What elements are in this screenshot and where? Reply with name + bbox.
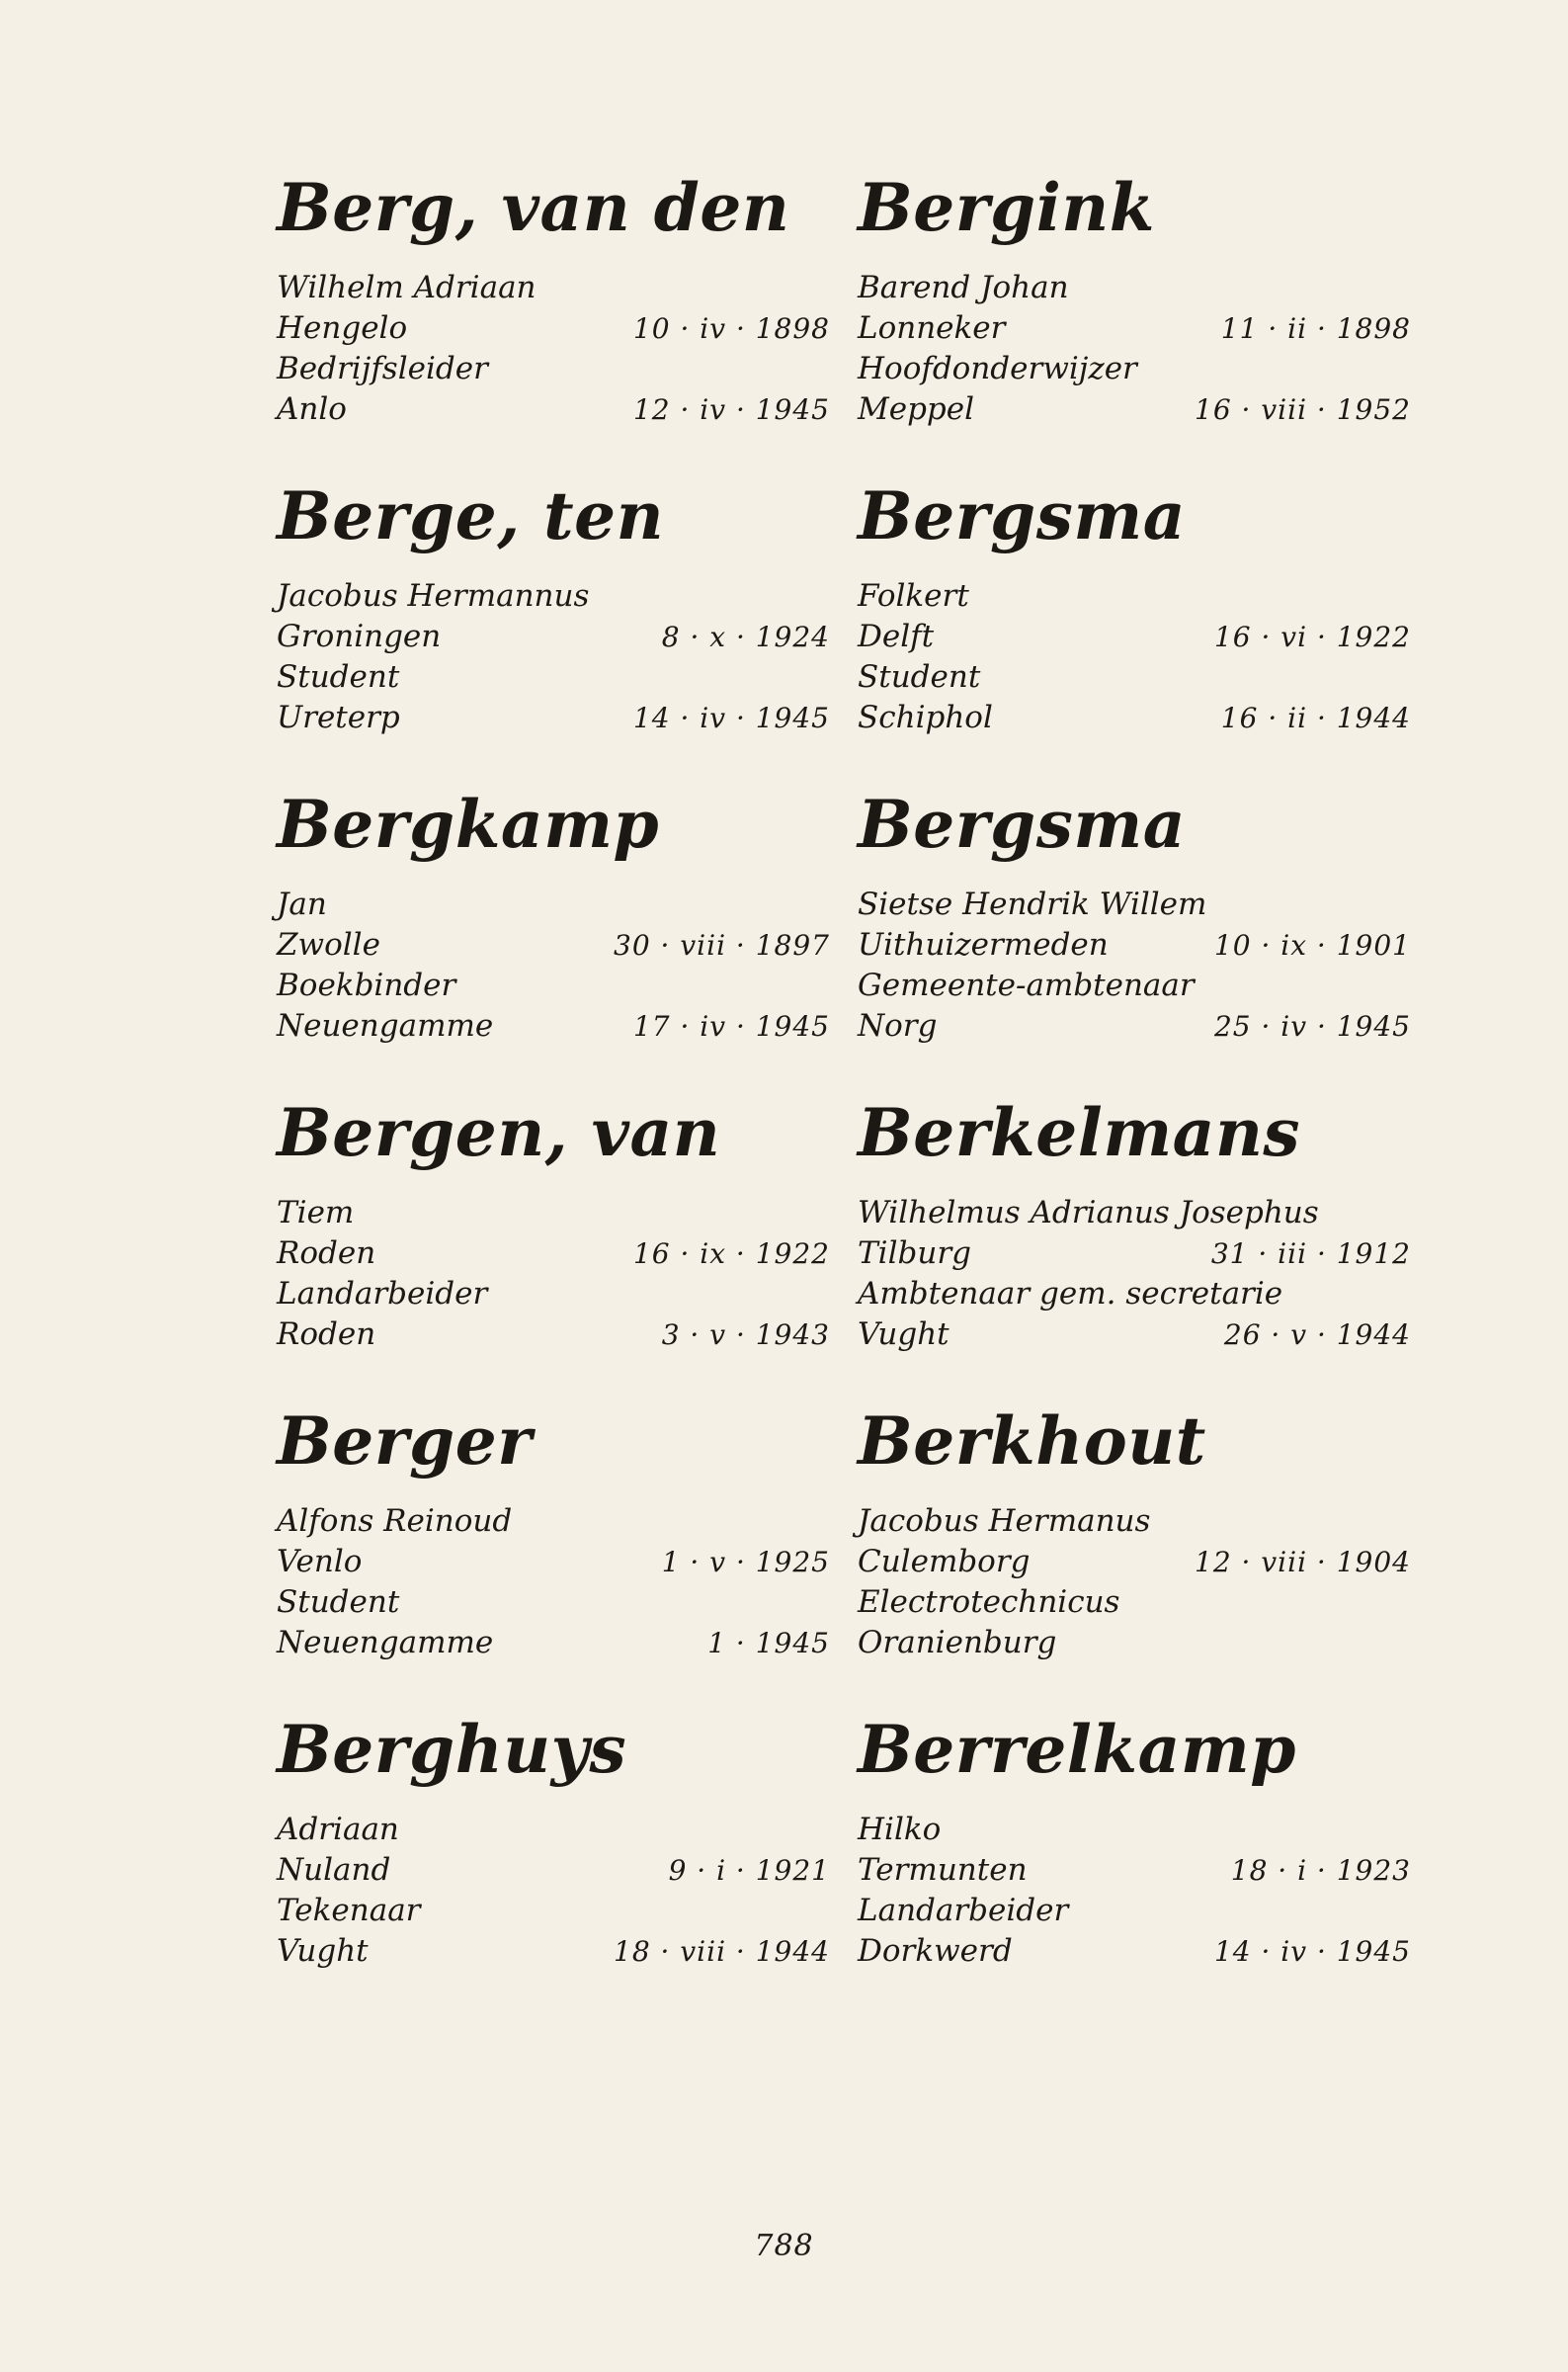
birth-place: Lonneker xyxy=(858,310,1006,346)
birth-line xyxy=(858,925,1411,966)
birth-date: 30 · viii · 1897 xyxy=(614,929,830,962)
occupation: Ambtenaar gem. secretarie xyxy=(858,1276,1283,1312)
birth-place: Zwolle xyxy=(277,927,380,963)
death-line xyxy=(858,1006,1411,1047)
birth-place: Groningen xyxy=(277,619,442,654)
death-date: 26 · v · 1944 xyxy=(1223,1318,1411,1351)
occupation-line xyxy=(277,1274,830,1314)
death-place: Dorkwerd xyxy=(858,1933,1013,1969)
birth-line xyxy=(858,308,1411,349)
birth-line xyxy=(277,925,830,966)
surname: Berger xyxy=(277,1402,533,1480)
birth-line xyxy=(277,1542,830,1582)
surname: Berkelmans xyxy=(858,1094,1301,1171)
first-names-line xyxy=(277,1193,830,1233)
surname: Bergink xyxy=(858,169,1155,246)
first-names-line xyxy=(277,268,830,308)
occupation-line xyxy=(858,349,1411,389)
birth-place: Delft xyxy=(858,619,935,654)
surname: Bergen, van xyxy=(277,1094,721,1171)
birth-date: 1 · v · 1925 xyxy=(661,1546,830,1578)
death-place: Norg xyxy=(858,1008,938,1044)
entry-left-6 xyxy=(277,1705,830,2013)
first-names-line xyxy=(277,1810,830,1850)
death-date: 16 · viii · 1952 xyxy=(1195,393,1411,426)
surname: Bergsma xyxy=(858,786,1186,863)
birth-place: Culemborg xyxy=(858,1544,1031,1579)
right-column xyxy=(858,163,1411,2013)
first-names: Adriaan xyxy=(277,1812,399,1847)
death-place: Neuengamme xyxy=(277,1625,494,1660)
surname: Berkhout xyxy=(858,1402,1206,1480)
occupation: Student xyxy=(277,659,400,695)
death-place: Vught xyxy=(858,1316,949,1352)
occupation-line xyxy=(277,349,830,389)
occupation-line xyxy=(858,966,1411,1006)
entry-left-5 xyxy=(277,1397,830,1705)
first-names: Jacobus Hermanus xyxy=(858,1503,1151,1539)
death-line xyxy=(858,698,1411,738)
entry-right-1 xyxy=(858,163,1411,471)
entry-right-3 xyxy=(858,780,1411,1088)
birth-date: 18 · i · 1923 xyxy=(1230,1854,1411,1887)
first-names: Jacobus Hermannus xyxy=(277,578,590,614)
death-date: 16 · ii · 1944 xyxy=(1220,702,1411,734)
first-names-line xyxy=(858,1501,1411,1542)
first-names-line xyxy=(858,1193,1411,1233)
birth-place: Termunten xyxy=(858,1852,1028,1888)
birth-date: 8 · x · 1924 xyxy=(661,621,830,653)
first-names: Wilhelm Adriaan xyxy=(277,270,536,305)
first-names: Hilko xyxy=(858,1812,942,1847)
entry-right-2 xyxy=(858,471,1411,780)
occupation-line xyxy=(277,966,830,1006)
surname: Berg, van den xyxy=(277,169,790,246)
first-names: Sietse Hendrik Willem xyxy=(858,887,1207,922)
surname: Berrelkamp xyxy=(858,1711,1296,1788)
first-names-line xyxy=(858,1810,1411,1850)
first-names: Wilhelmus Adrianus Josephus xyxy=(858,1195,1319,1230)
birth-place: Roden xyxy=(277,1235,376,1271)
occupation-line xyxy=(277,1582,830,1623)
birth-place: Hengelo xyxy=(277,310,408,346)
occupation-line xyxy=(858,1582,1411,1623)
occupation-line xyxy=(277,1891,830,1931)
birth-place: Nuland xyxy=(277,1852,391,1888)
entry-left-4 xyxy=(277,1088,830,1397)
birth-date: 11 · ii · 1898 xyxy=(1220,312,1411,345)
surname: Bergkamp xyxy=(277,786,660,863)
first-names: Barend Johan xyxy=(858,270,1069,305)
occupation: Student xyxy=(858,659,981,695)
death-line xyxy=(277,1931,830,1972)
birth-date: 10 · iv · 1898 xyxy=(632,312,830,345)
death-line xyxy=(858,389,1411,430)
occupation-line xyxy=(277,657,830,698)
occupation: Boekbinder xyxy=(277,968,456,1003)
birth-place: Uithuizermeden xyxy=(858,927,1109,963)
first-names-line xyxy=(858,268,1411,308)
occupation: Landarbeider xyxy=(277,1276,488,1312)
occupation-line xyxy=(858,1274,1411,1314)
death-line xyxy=(277,389,830,430)
birth-line xyxy=(277,1233,830,1274)
death-line xyxy=(277,1314,830,1355)
first-names: Folkert xyxy=(858,578,969,614)
death-date: 3 · v · 1943 xyxy=(661,1318,830,1351)
death-date: 14 · iv · 1945 xyxy=(1213,1935,1411,1968)
entry-right-6 xyxy=(858,1705,1411,2013)
death-line xyxy=(277,698,830,738)
birth-date: 16 · ix · 1922 xyxy=(632,1237,830,1270)
death-line xyxy=(858,1931,1411,1972)
occupation: Tekenaar xyxy=(277,1893,421,1928)
death-line xyxy=(858,1314,1411,1355)
birth-line xyxy=(277,617,830,657)
entry-left-3 xyxy=(277,780,830,1088)
occupation: Student xyxy=(277,1584,400,1620)
birth-line xyxy=(277,1850,830,1891)
death-date: 14 · iv · 1945 xyxy=(632,702,830,734)
page-number: 788 xyxy=(754,2229,814,2263)
first-names-line xyxy=(858,885,1411,925)
death-place: Ureterp xyxy=(277,700,400,735)
death-place: Meppel xyxy=(858,391,975,427)
occupation: Landarbeider xyxy=(858,1893,1069,1928)
occupation-line xyxy=(858,657,1411,698)
death-place: Neuengamme xyxy=(277,1008,494,1044)
death-place: Anlo xyxy=(277,391,347,427)
entry-left-1 xyxy=(277,163,830,471)
first-names-line xyxy=(277,576,830,617)
death-date: 25 · iv · 1945 xyxy=(1213,1010,1411,1043)
death-place: Vught xyxy=(277,1933,369,1969)
surname: Berge, ten xyxy=(277,477,665,554)
first-names: Alfons Reinoud xyxy=(277,1503,513,1539)
first-names-line xyxy=(858,576,1411,617)
death-date: 17 · iv · 1945 xyxy=(632,1010,830,1043)
birth-line xyxy=(858,1850,1411,1891)
first-names-line xyxy=(277,885,830,925)
birth-line xyxy=(858,1233,1411,1274)
occupation: Electrotechnicus xyxy=(858,1584,1120,1620)
occupation: Hoofdonderwijzer xyxy=(858,351,1137,386)
birth-place: Tilburg xyxy=(858,1235,971,1271)
birth-line xyxy=(858,1542,1411,1582)
birth-line xyxy=(277,308,830,349)
birth-date: 31 · iii · 1912 xyxy=(1210,1237,1411,1270)
birth-date: 10 · ix · 1901 xyxy=(1213,929,1411,962)
first-names: Jan xyxy=(277,887,327,922)
death-place: Roden xyxy=(277,1316,376,1352)
death-place: Oranienburg xyxy=(858,1625,1057,1660)
birth-line xyxy=(858,617,1411,657)
death-date: 18 · viii · 1944 xyxy=(614,1935,830,1968)
birth-place: Venlo xyxy=(277,1544,363,1579)
occupation-line xyxy=(858,1891,1411,1931)
first-names: Tiem xyxy=(277,1195,355,1230)
birth-date: 9 · i · 1921 xyxy=(668,1854,830,1887)
occupation: Bedrijfsleider xyxy=(277,351,488,386)
death-line xyxy=(858,1623,1411,1663)
entry-left-2 xyxy=(277,471,830,780)
first-names-line xyxy=(277,1501,830,1542)
death-date: 1 · 1945 xyxy=(707,1627,830,1659)
birth-date: 12 · viii · 1904 xyxy=(1195,1546,1411,1578)
entry-right-5 xyxy=(858,1397,1411,1705)
death-place: Schiphol xyxy=(858,700,993,735)
surname: Bergsma xyxy=(858,477,1186,554)
death-date: 12 · iv · 1945 xyxy=(632,393,830,426)
occupation: Gemeente-ambtenaar xyxy=(858,968,1195,1003)
surname: Berghuys xyxy=(277,1711,627,1788)
death-line xyxy=(277,1623,830,1663)
entry-right-4 xyxy=(858,1088,1411,1397)
birth-date: 16 · vi · 1922 xyxy=(1213,621,1411,653)
left-column xyxy=(277,163,830,2013)
death-line xyxy=(277,1006,830,1047)
